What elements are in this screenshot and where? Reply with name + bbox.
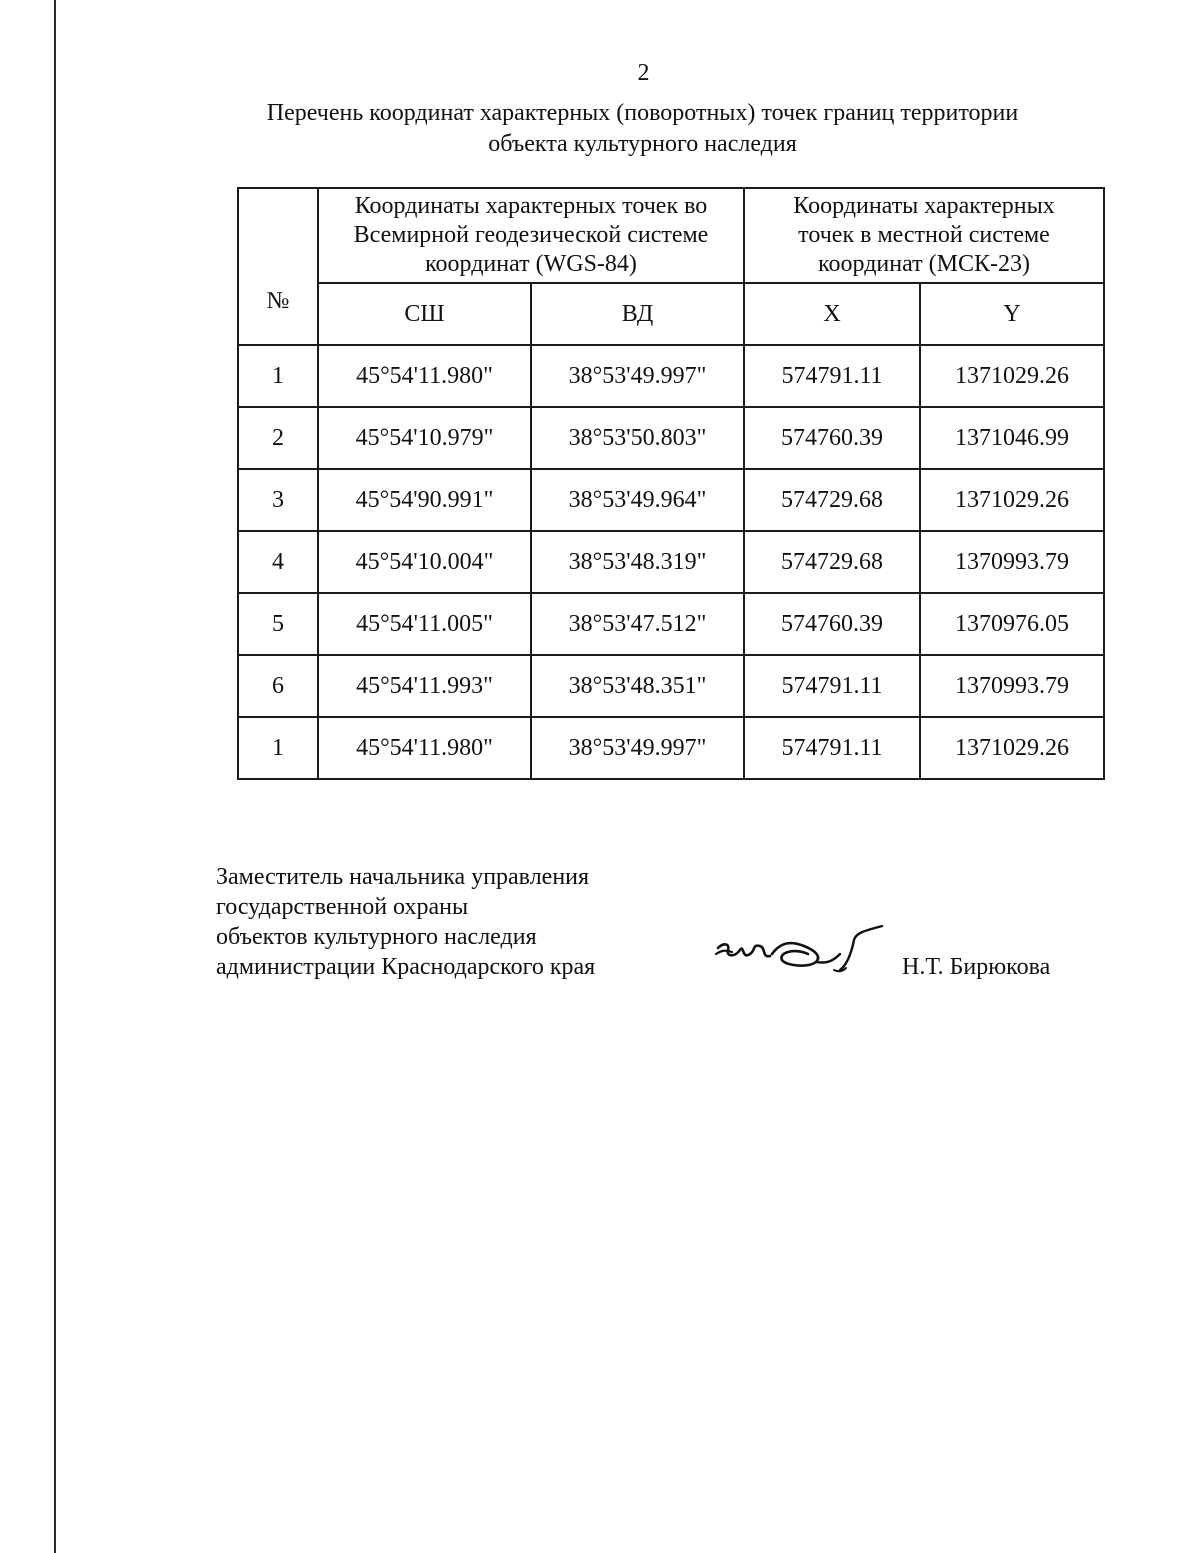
cell-y: 1371046.99	[920, 407, 1104, 469]
cell-x: 574760.39	[744, 593, 920, 655]
signer-name: Н.Т. Бирюкова	[902, 954, 1051, 980]
cell-y: 1371029.26	[920, 469, 1104, 531]
header-latitude: СШ	[318, 283, 531, 345]
cell-point-number: 2	[238, 407, 318, 469]
cell-y: 1371029.26	[920, 345, 1104, 407]
cell-point-number: 1	[238, 717, 318, 779]
header-longitude: ВД	[531, 283, 744, 345]
cell-latitude: 45°54'10.004"	[318, 531, 531, 593]
signatory-line: государственной охраны	[216, 894, 469, 920]
cell-latitude: 45°54'11.980"	[318, 345, 531, 407]
header-y: Y	[920, 283, 1104, 345]
header-number: №	[238, 188, 318, 345]
table-row	[238, 469, 1104, 531]
handwritten-signature	[712, 920, 887, 980]
table-row	[238, 593, 1104, 655]
cell-longitude: 38°53'49.964"	[531, 469, 744, 531]
coordinates-table	[237, 187, 1105, 780]
cell-latitude: 45°54'10.979"	[318, 407, 531, 469]
cell-longitude: 38°53'50.803"	[531, 407, 744, 469]
title-line: Перечень координат характерных (поворотных) точек границ территории	[266, 100, 1019, 126]
table-row	[238, 531, 1104, 593]
cell-x: 574760.39	[744, 407, 920, 469]
cell-x: 574791.11	[744, 717, 920, 779]
cell-point-number: 4	[238, 531, 318, 593]
cell-longitude: 38°53'49.997"	[531, 717, 744, 779]
cell-y: 1370993.79	[920, 531, 1104, 593]
cell-x: 574729.68	[744, 469, 920, 531]
table-row	[238, 345, 1104, 407]
cell-y: 1370993.79	[920, 655, 1104, 717]
cell-x: 574791.11	[744, 655, 920, 717]
signatory-position	[216, 862, 595, 982]
table-row	[238, 655, 1104, 717]
cell-x: 574791.11	[744, 345, 920, 407]
table-row	[238, 717, 1104, 779]
cell-point-number: 3	[238, 469, 318, 531]
title-line: объекта культурного наследия	[488, 131, 797, 157]
signatory-line: объектов культурного наследия	[216, 924, 537, 950]
header-msk23-group: Координаты характерных точек в местной системе координат (МСК-23)	[744, 188, 1104, 283]
table-row	[238, 407, 1104, 469]
cell-y: 1370976.05	[920, 593, 1104, 655]
cell-latitude: 45°54'90.991"	[318, 469, 531, 531]
cell-latitude: 45°54'11.005"	[318, 593, 531, 655]
cell-point-number: 6	[238, 655, 318, 717]
cell-point-number: 5	[238, 593, 318, 655]
header-x: X	[744, 283, 920, 345]
cell-longitude: 38°53'49.997"	[531, 345, 744, 407]
cell-y: 1371029.26	[920, 717, 1104, 779]
signatory-line: администрации Краснодарского края	[216, 954, 596, 980]
document-title	[230, 98, 1055, 160]
cell-point-number: 1	[238, 345, 318, 407]
header-wgs84-group: Координаты характерных точек во Всемирной геодезической системе координат (WGS-84)	[318, 188, 744, 283]
cell-latitude: 45°54'11.980"	[318, 717, 531, 779]
cell-longitude: 38°53'48.351"	[531, 655, 744, 717]
page-number: 2	[637, 60, 650, 86]
scan-edge-line	[54, 0, 56, 1553]
signatory-line: Заместитель начальника управления	[216, 864, 590, 890]
cell-x: 574729.68	[744, 531, 920, 593]
cell-longitude: 38°53'48.319"	[531, 531, 744, 593]
cell-latitude: 45°54'11.993"	[318, 655, 531, 717]
cell-longitude: 38°53'47.512"	[531, 593, 744, 655]
